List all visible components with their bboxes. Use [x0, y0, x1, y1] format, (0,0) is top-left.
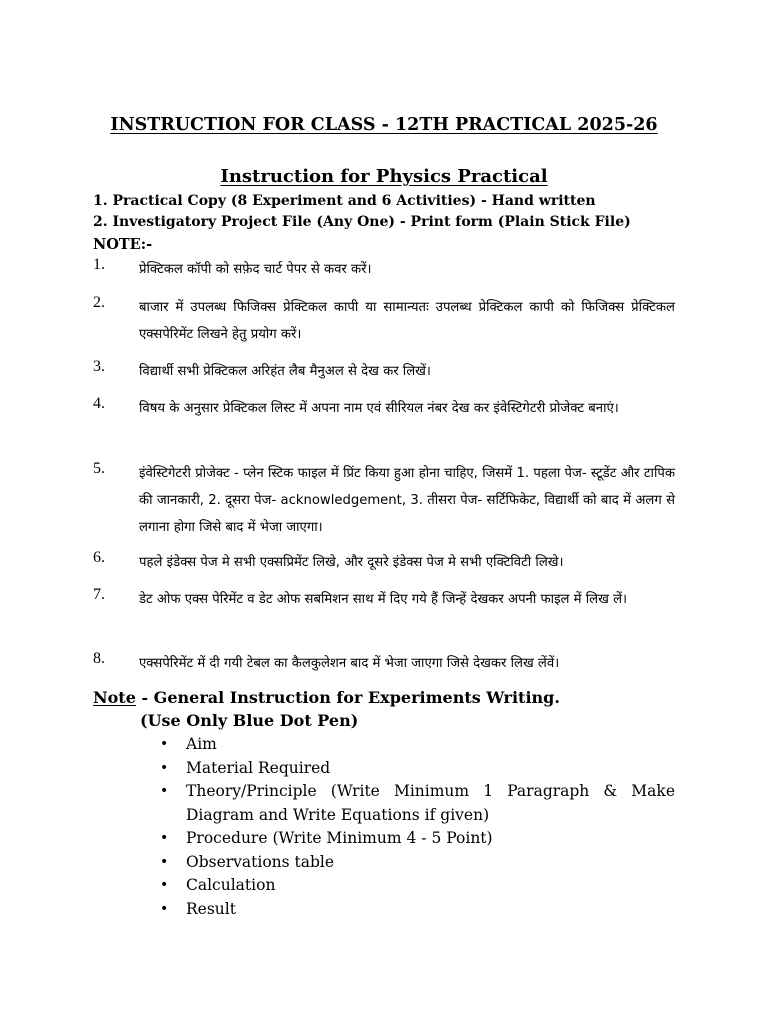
note-number: 2. [93, 294, 105, 311]
note-text: एक्सपेरिमेंट में दी गयी टेबल का कैलकुलेशन बाद में भेजा जाएगा जिसे देखकर लिख लेंवें। [139, 656, 560, 671]
step-label: Aim [186, 735, 217, 753]
step-label: Material Required [186, 758, 331, 777]
list-item [160, 757, 675, 781]
list-item [160, 898, 675, 922]
note-item [93, 395, 675, 422]
note-text: डेट ओफ एक्स पेरिमेंट व डेट ओफ सबमिशन साथ में दिए गये हैं जिन्हें देखकर अपनी फाइल में लिख लें। [139, 592, 628, 607]
note-number: 5. [93, 460, 105, 477]
list-item [160, 874, 675, 898]
note-item [93, 294, 675, 348]
note-text: प्रेक्टिकल कॉपी को सफ़ेद चार्ट पेपर से कवर करें। [139, 262, 372, 277]
bullet-icon: • [160, 830, 169, 846]
note-item [93, 358, 675, 385]
step-label: Theory/Principle (Write Minimum 1 Paragraph & Make Diagram and Write Equations if given) [186, 782, 675, 824]
bullet-icon: • [160, 900, 169, 917]
bullet-icon: • [160, 853, 169, 870]
note-item [93, 586, 675, 613]
bullet-icon: • [160, 736, 169, 752]
section-title: Instruction for Physics Practical [220, 166, 548, 187]
requirement-item: 1. Practical Copy (8 Experiment and 6 Activities) - Hand written [93, 193, 596, 209]
note-item [93, 460, 675, 541]
note-number: 4. [93, 395, 105, 412]
list-item [160, 827, 675, 851]
note-heading: NOTE:- [93, 236, 153, 253]
note-number: 3. [93, 358, 105, 375]
bullet-icon: • [160, 759, 169, 776]
general-note-label: Note [93, 688, 136, 707]
general-note [93, 688, 560, 707]
step-label: Observations table [186, 852, 335, 871]
experiment-steps-list [160, 733, 675, 921]
list-item [160, 851, 675, 875]
requirement-item: 2. Investigatory Project File (Any One) - Print form (Plain Stick File) [93, 214, 631, 230]
note-item [93, 549, 675, 576]
pen-instruction: (Use Only Blue Dot Pen) [140, 711, 359, 730]
note-text: इंवेस्टिगेटरी प्रोजेक्ट - प्लेन स्टिक फाइल में प्रिंट किया हुआ होना चाहिए, जिसमें 1. पहला पेज- स्टूडेंट और टापिक की जानकारी, 2. दूसरा पेज- acknowledgement, 3. तीसरा पेज- सर्टिफिकेट, विद्यार्थी को बाद में अलग से लगाना होगा जिसे बाद में भेजा जाएगा। [139, 466, 675, 535]
note-item [93, 650, 675, 677]
note-text: विद्यार्थी सभी प्रेक्टिकल अरिहंत लैब मैनुअल से देख कर लिखें। [139, 364, 431, 379]
bullet-icon: • [160, 783, 169, 799]
note-number: 1. [93, 256, 105, 273]
note-text: विषय के अनुसार प्रेक्टिकल लिस्ट में अपना नाम एवं सीरियल नंबर देख कर इंवेस्टिगेटरी प्रोजेक्ट बनाएं। [139, 401, 619, 416]
note-number: 6. [93, 549, 105, 566]
note-text: पहले इंडेक्स पेज मे सभी एक्सप्रिमेंट लिखे, और दूसरे इंडेक्स पेज मे सभी एक्टिविटी लिखे। [139, 555, 564, 570]
note-number: 7. [93, 586, 105, 603]
step-label: Procedure (Write Minimum 4 - 5 Point) [186, 829, 493, 847]
note-item [93, 256, 675, 283]
note-text: बाजार में उपलब्ध फिजिक्स प्रेक्टिकल कापी या सामान्यतः उपलब्ध प्रेक्टिकल कापी को फिजिक्स प्रेक्टिकल एक्सपेरिमेंट लिखने हेतु प्रयोग करें। [139, 300, 675, 342]
list-item [160, 780, 675, 827]
note-number: 8. [93, 650, 105, 667]
list-item [160, 733, 675, 757]
general-note-text: - General Instruction for Experiments Writing. [135, 688, 560, 707]
bullet-icon: • [160, 877, 169, 893]
step-label: Calculation [186, 876, 276, 894]
document-title: INSTRUCTION FOR CLASS - 12TH PRACTICAL 2025-26 [110, 115, 658, 135]
step-label: Result [186, 899, 236, 918]
